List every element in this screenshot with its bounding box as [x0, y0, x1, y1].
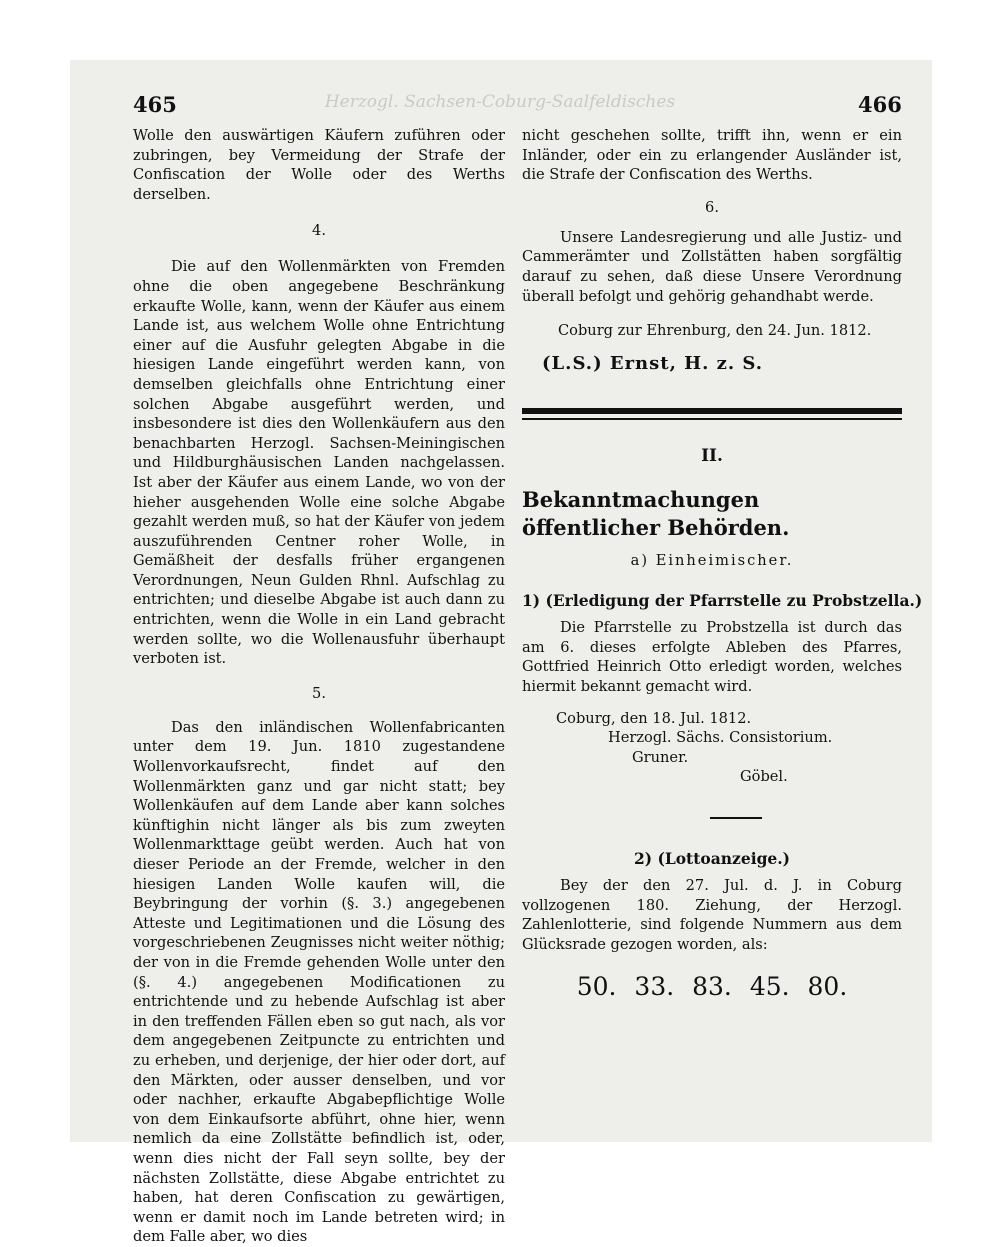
section-5-text: Das den inländischen Wollenfabricanten unter dem 19. Jun. 1810 zugestandene Wollenvorkaufsrecht, findet auf den Wollenmärkten ganz und gar nicht statt; bey Wollenkäufen auf dem Lande aber kann solches künftighin nicht länger als bis zum zweyten Wollenmarkttage geübt werden. Auch hat von dieser Periode an der Fremde, welcher in den hiesigen Landen Wolle kaufen will, die Beybringung der vorhin (§. 3.) angegebenen Atteste und Legitimationen und die Lösung des vorgeschriebenen Zeugnisses nicht weiter nöthig; der von in die Fremde gehenden Wolle unter den (§. 4.) angegebenen Modificationen zu entrichtende und zu hebende Aufschlag ist aber in den treffenden Fällen eben so gut nach, als vor dem angegebenen Zeitpuncte zu entrichten und zu erheben, und derjenige, der hier oder dort, auf den Märkten, oder ausser denselben, und vor oder nachher, erkaufte Abgabepflichtige Wolle von dem Einkaufsorte abführt, ohne hier, wenn nemlich da eine Zollstätte befindlich ist, oder, wenn dies nicht der Fall seyn sollte, bey der nächsten Zollstätte, diese Abgabe entrichtet zu haben, hat deren Confiscation zu gewärtigen, wenn er damit noch im Lande betreten wird; in dem Falle aber, wo dies: [133, 718, 505, 1246]
item-1-signer-1: Gruner.: [632, 748, 689, 766]
item-1-date: Coburg, den 18. Jul. 1812.: [556, 709, 752, 727]
item-2-title: 2) (Lottoanzeige.): [633, 848, 791, 868]
item-1-signer-2: Göbel.: [740, 768, 788, 786]
part-heading: Bekanntmachungen öffentlicher Behörden.: [522, 487, 790, 541]
item-divider: [710, 817, 762, 819]
section-divider-thick: [522, 408, 902, 414]
section-4-text: Die auf den Wollenmärkten von Fremden ohne die oben angegebene Beschränkung erkaufte Wolle, kann, wenn der Käufer aus einem Lande ist, aus welchem Wolle ohne Entrichtung einer auf die Ausfuhr gelegten Abgabe in die hiesigen Lande eingeführt werden kann, von demselben gleichfalls ohne Entrichtung einer solchen Abgabe ausgeführt werden, und insbesondere ist dies den Wollenkäufern aus den benachbarten Herzogl. Sachsen-Meiningischen und Hildburghäusischen Landen nachgelassen. Ist aber der Käufer aus einem Lande, wo von der hieher ausgehenden Wolle eine solche Abgabe gezahlt werden muß, so hat der Käufer von jedem auszuführenden Centner roher Wolle, in Gemäßheit der desfalls früher ergangenen Verordnungen, Neun Gulden Rhnl. Aufschlag zu entrichten; und dieselbe Abgabe ist auch dann zu entrichten, wenn die Wolle in ein Land gebracht werden sollte, wo die Wollenausfuhr überhaupt verboten ist.: [133, 258, 505, 668]
subheading: a) Einheimischer.: [630, 552, 794, 570]
page-number-right: 466: [858, 92, 902, 117]
section-6-text: Unsere Landesregierung und alle Justiz- und Cammerämter und Zollstätten haben sorgfältig darauf zu sehen, daß diese Unsere Verordnung überall befolgt und gehörig gehandhabt werde.: [522, 228, 902, 305]
item-1-authority: Herzogl. Sächs. Consistorium.: [608, 729, 833, 747]
item-1-text: Die Pfarrstelle zu Probstzella ist durch das am 6. dieses erfolgte Ableben des Pfarres, Gottfried Heinrich Otto erledigt worden, welches hiermit bekannt gemacht wird.: [522, 619, 902, 695]
section-number-4: 4.: [312, 222, 326, 240]
continued-paragraph-right: nicht geschehen sollte, trifft ihn, wenn er ein Inländer, oder ein zu erlangender Ausländer ist, die Strafe der Confiscation des Werths.: [522, 127, 902, 184]
section-number-6: 6.: [705, 198, 719, 216]
item-1-signatures: [522, 709, 902, 787]
left-column: [133, 126, 505, 1247]
right-column: [522, 126, 923, 1002]
section-divider-thin: [522, 418, 902, 420]
signature-line: (L.S.) Ernst, H. z. S.: [542, 353, 764, 375]
item-2-text: Bey der den 27. Jul. d. J. in Coburg vollzogenen 180. Ziehung, der Herzogl. Zahlenlotterie, sind folgende Nummern aus dem Glücksrade gezogen worden, als:: [522, 876, 902, 953]
item-1-title: 1) (Erledigung der Pfarrstelle zu Probstzella.): [522, 591, 923, 611]
continued-paragraph: Wolle den auswärtigen Käufern zuführen oder zubringen, bey Vermeidung der Strafe der Confiscation der Wolle oder des Werths derselben.: [133, 127, 505, 203]
section-number-5: 5.: [312, 684, 326, 702]
part-number: II.: [701, 446, 723, 467]
lottery-numbers: 50. 33. 83. 45. 80.: [576, 972, 848, 1002]
running-head: Herzogl. Sachsen-Coburg-Saalfeldisches: [324, 92, 676, 112]
decree-date: Coburg zur Ehrenburg, den 24. Jun. 1812.: [558, 322, 872, 340]
page-number-left: 465: [133, 92, 177, 117]
